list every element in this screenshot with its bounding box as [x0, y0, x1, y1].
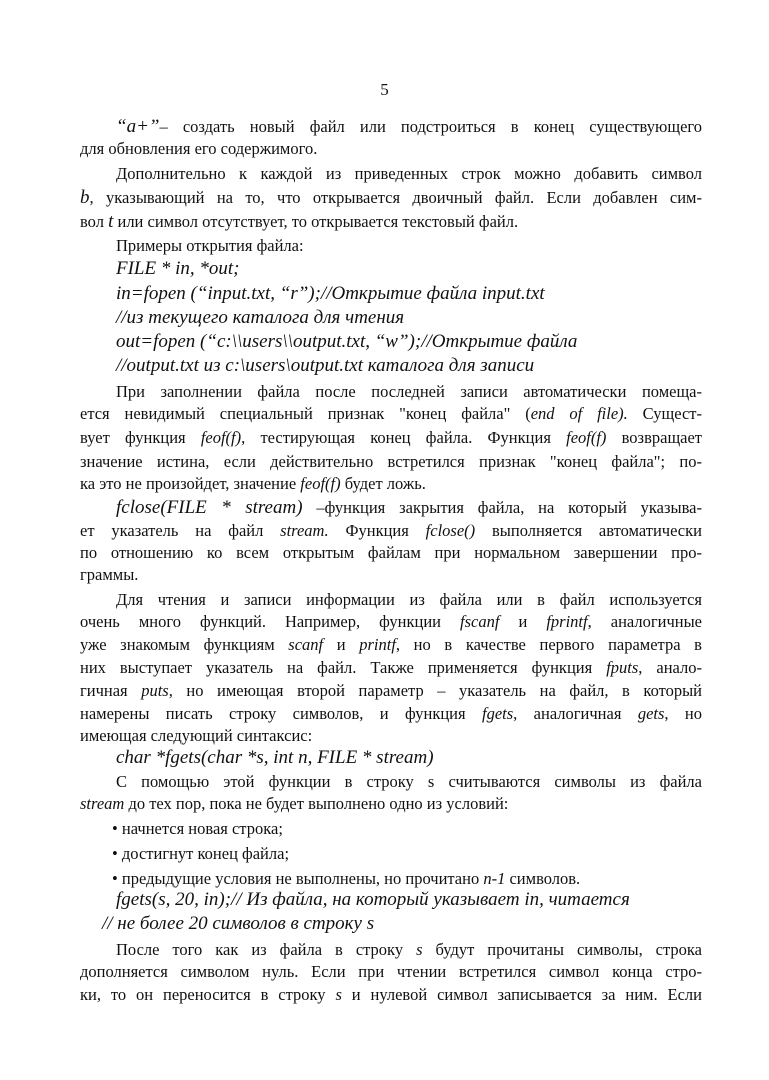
text-run: возвращает	[606, 428, 703, 447]
text-line	[116, 116, 702, 138]
text-run: FILE * in, *out;	[116, 258, 240, 279]
italic-run: fputs	[606, 658, 639, 677]
text-run: них выступает указатель на файл. Также применяется функция	[80, 658, 607, 677]
text-line	[80, 542, 702, 564]
text-line	[116, 589, 702, 611]
text-line	[116, 497, 702, 519]
text-run: и нулевой символ записывается за ним. Если	[341, 985, 702, 1004]
italic-run: n-1	[483, 869, 506, 888]
text-run: –функция закрытия файла, на который указыва-	[302, 498, 702, 517]
code-line	[116, 331, 738, 353]
text-line	[80, 634, 702, 656]
text-run: для обновления его содержимого.	[80, 139, 318, 158]
text-run: , но в качестве первого параметра в	[395, 635, 702, 654]
text-run: или символ отсутствует, то открывается текстовый файл.	[113, 212, 519, 231]
text-line	[116, 381, 702, 403]
text-run: будут прочитаны символы, строка	[422, 940, 703, 959]
italic-run: fgets	[481, 704, 514, 723]
text-run: , аналогичная	[513, 704, 638, 723]
text-run: вует функция	[80, 428, 201, 447]
italic-run: gets	[637, 704, 665, 723]
italic-run: b	[80, 187, 90, 208]
italic-run: puts	[141, 681, 169, 700]
text-run: и	[323, 635, 360, 654]
text-run: вол	[80, 212, 109, 231]
text-run: , указывающий на то, что открывается двоичный файл. Если добавлен сим-	[89, 188, 702, 207]
italic-run: fscanf	[460, 612, 500, 631]
bullet-item	[112, 868, 734, 890]
text-run: Функция	[328, 521, 426, 540]
text-run: out=fopen (“c:\\users\\output.txt, “w”);//Открытие файла	[116, 331, 578, 352]
text-line	[116, 163, 702, 185]
text-run: , но имеющая второй параметр – указатель на файл, в который	[168, 681, 703, 700]
text-run: in=fopen (“input.txt, “r”);//Открытие файла input.txt	[116, 283, 545, 304]
text-run: , анало-	[638, 658, 702, 677]
text-run: , аналогичные	[587, 612, 702, 631]
code-line	[116, 355, 738, 377]
text-run: ет указатель на файл	[80, 521, 281, 540]
italic-run: “a+”	[116, 116, 160, 137]
text-run: После того как из файла в строку	[116, 940, 417, 959]
italic-run: t	[108, 211, 114, 232]
bullet-item	[112, 843, 734, 865]
text-run: char *fgets(char *s, int n, FILE * stream)	[116, 747, 434, 768]
text-line	[80, 403, 702, 425]
text-run: до тех пор, пока не будет выполнено одно из условий:	[124, 794, 509, 813]
code-line	[102, 913, 724, 935]
text-run: граммы.	[80, 565, 139, 584]
text-line	[80, 703, 702, 725]
text-run: намерены писать строку символов, и функция	[80, 704, 482, 723]
text-line	[80, 961, 702, 983]
text-run: //output.txt из c:\users\output.txt каталога для записи	[116, 355, 535, 376]
text-line	[80, 520, 702, 542]
code-line	[116, 258, 738, 280]
italic-run: printf	[359, 635, 396, 654]
text-run: уже знакомым функциям	[80, 635, 289, 654]
text-line	[80, 611, 702, 633]
bullet-item	[112, 818, 734, 840]
italic-run: scanf	[288, 635, 324, 654]
italic-run: feof(f)	[200, 428, 242, 447]
text-run: ется невидимый специальный признак "конец файла" (	[80, 404, 531, 423]
text-line	[80, 473, 702, 495]
text-run: гичная	[80, 681, 142, 700]
text-run: • достигнут конец файла;	[112, 844, 290, 863]
text-run: будет ложь.	[340, 474, 426, 493]
text-run: // не более 20 символов в строку s	[102, 913, 375, 934]
text-run: – создать новый файл или подстроиться в конец существующего	[159, 117, 702, 136]
text-line	[80, 984, 702, 1006]
italic-run: feof(f)	[300, 474, 341, 493]
text-run: Сущест-	[627, 404, 702, 423]
text-run: выполняется автоматически	[475, 521, 702, 540]
text-run: fgets(s, 20, in);// Из файла, на который указывает in, читается	[116, 889, 630, 910]
text-run: по отношению ко всем открытым файлам при нормальном завершении про-	[80, 543, 702, 562]
text-line	[80, 793, 702, 815]
text-run: значение истина, если действительно встретился признак "конец файла"; по-	[80, 452, 702, 471]
text-line	[116, 771, 702, 793]
text-line	[80, 564, 702, 586]
text-line	[80, 451, 702, 473]
page-number: 5	[380, 80, 389, 99]
text-line	[80, 187, 702, 209]
text-run: дополняется символом нуль. Если при чтении встретился символ конца стро-	[80, 962, 702, 981]
text-run: , но	[664, 704, 702, 723]
italic-run: end of file).	[530, 404, 628, 423]
italic-run: s	[335, 985, 342, 1004]
text-run: ка это не произойдет, значение	[80, 474, 301, 493]
text-line	[80, 427, 702, 449]
italic-run: fclose()	[425, 521, 476, 540]
text-line	[80, 211, 702, 233]
text-run: ки, то он переносится в строку	[80, 985, 336, 1004]
text-run: С помощью этой функции в строку s считываются символы из файла	[116, 772, 702, 791]
text-run: очень много функций. Например, функции	[80, 612, 461, 631]
text-run: • предыдущие условия не выполнены, но прочитано	[112, 869, 484, 888]
italic-run: stream	[80, 794, 125, 813]
italic-run: fclose(FILE * stream)	[116, 497, 303, 518]
italic-run: s	[416, 940, 423, 959]
text-line	[80, 138, 702, 160]
text-run: символов.	[505, 869, 581, 888]
italic-run: stream.	[280, 521, 329, 540]
text-line	[116, 235, 702, 257]
italic-run: feof(f)	[566, 428, 607, 447]
text-run: Для чтения и записи информации из файла или в файл используется	[116, 590, 702, 609]
text-run: • начнется новая строка;	[112, 819, 283, 838]
text-run: имеющая следующий синтаксис:	[80, 726, 313, 745]
code-line	[116, 747, 738, 769]
text-run: Дополнительно к каждой из приведенных строк можно добавить символ	[116, 164, 702, 183]
text-line	[80, 680, 702, 702]
text-run: Примеры открытия файла:	[116, 236, 304, 255]
code-line	[116, 307, 738, 329]
text-run: и	[499, 612, 547, 631]
text-line	[80, 725, 702, 747]
italic-run: fprintf	[546, 612, 588, 631]
text-line	[116, 939, 702, 961]
text-run: , тестирующая конец файла. Функция	[241, 428, 567, 447]
text-line	[80, 657, 702, 679]
code-line	[116, 283, 738, 305]
text-run: //из текущего каталога для чтения	[116, 307, 405, 328]
text-run: При заполнении файла после последней записи автоматически помеща-	[116, 382, 702, 401]
code-line	[116, 889, 738, 911]
